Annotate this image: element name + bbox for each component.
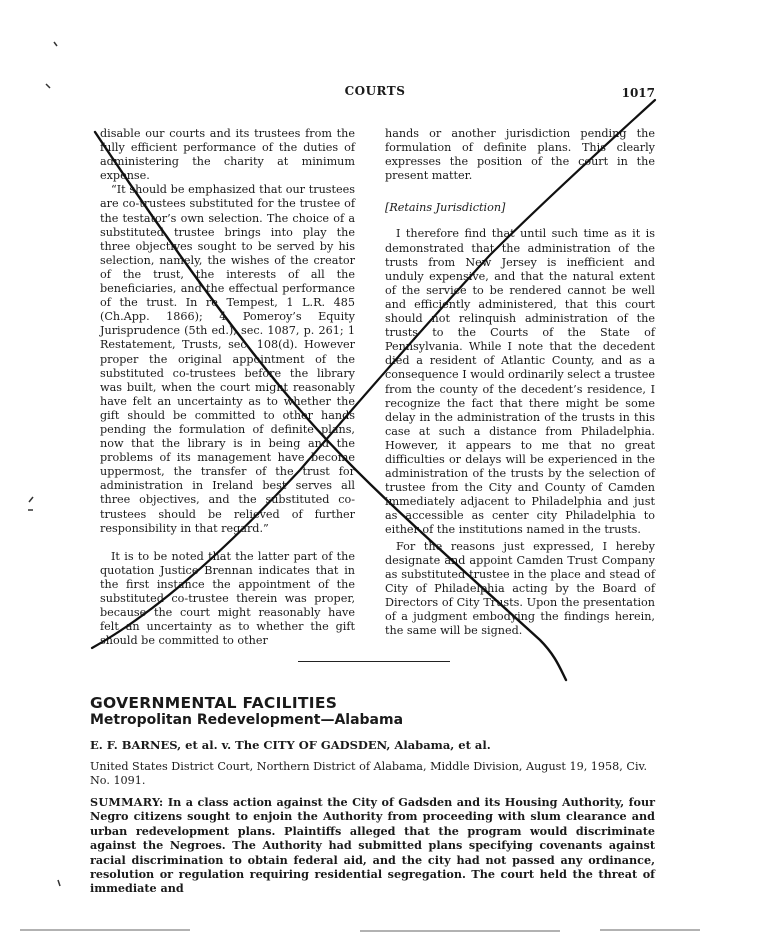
left-paragraph-3: It is to be noted that the latter part of the quotation Justice Brennan indicates that in the first instance the appointment of the substituted co-trustee therein was proper, because the court might reasonably have felt an uncertainty as to whether the gift should be committed to other xyxy=(100,549,355,648)
section-divider xyxy=(298,661,450,662)
summary xyxy=(90,795,655,896)
summary-text: In a class action against the City of Gadsden and its Housing Authority, four Negro citizens sought to enjoin the Authority from proceeding with slum clearance and urban redevelopment plans. Plaintiffs alleged that the program would discriminate against the Negroes. The Authority had submitted plans specifying covenants against racial discrimination to obtain federal aid, and the city had not passed any ordinance, resolution or regulation requiring residential segregation. The court held the threat of immediate and xyxy=(90,795,655,896)
scan-edge-bottom xyxy=(20,930,700,931)
summary-label: SUMMARY: xyxy=(90,795,164,809)
section-title: GOVERNMENTAL FACILITIES xyxy=(90,694,338,712)
case-name: E. F. BARNES, et al. v. The CITY OF GADSDEN, Alabama, et al. xyxy=(90,738,491,752)
left-paragraph-1: disable our courts and its trustees from the fully efficient performance of the duties of administering the charity at minimum expense. xyxy=(100,127,355,183)
subheading-retains-jurisdiction: [Retains Jurisdiction] xyxy=(385,201,506,215)
stray-mark-bottom xyxy=(58,880,60,886)
section-subtitle: Metropolitan Redevelopment—Alabama xyxy=(90,712,404,728)
page-number: 1017 xyxy=(621,86,655,100)
right-paragraph-3: For the reasons just expressed, I hereby designate and appoint Camden Trust Company as substituted trustee in the place and stead of City of Philadelphia acting by the Board of Directors of City Trusts. Upon the presentation of a judgment embodying the findings herein, the same will be signed. xyxy=(385,539,655,638)
stray-mark-margin xyxy=(28,497,33,510)
court-info: United States District Court, Northern District of Alabama, Middle Division, August 19, 1958, Civ. No. 1091. xyxy=(90,760,648,787)
left-column xyxy=(100,127,355,648)
right-paragraph-2: I therefore find that until such time as it is demonstrated that the administration of the trusts from New Jersey is inefficient and unduly expensive, and that the natural extent of the service to be rendered cannot be well and efficiently administered, that this court should not relinquish administration of the trusts to the Courts of the State of Pennsylvania. While I note that the decedent died a resident of Atlantic County, and as a consequence I would ordinarily select a trustee from the county of the decedent’s residence, I recognize the fact that there might be some delay in the administration of the trusts in this case at such a distance from Philadelphia. However, it appears to me that no great difficulties or delays will be experienced in the administration of the trusts by the selection of trustee from the City and County of Camden immediately adjacent to Philadelphia and just as accessible as center city Philadelphia to either of the institutions named in the trusts. xyxy=(385,227,655,537)
stray-mark-top xyxy=(54,42,57,46)
right-column xyxy=(385,127,655,638)
right-paragraph-1: hands or another jurisdiction pending the formulation of definite plans. This clearly expresses the position of the court in the present matter. xyxy=(385,127,655,183)
running-header-title: COURTS xyxy=(344,84,406,98)
left-paragraph-2: “It should be emphasized that our trustees are co-trustees substituted for the trustee of the testator’s own selection. The choice of a substituted trustee brings into play the three objectives sought to be served by his selection, namely, the wishes of the creator of the trust, the interests of all the beneficiaries, and the effectual performance of the trust. In re Tempest, 1 L.R. 485 (Ch.App. 1866); 4 Pomeroy’s Equity Jurisprudence (5th ed.), sec. 1087, p. 261; 1 Restatement, Trusts, sec. 108(d). However proper the original appointment of the substituted co-trustees before the library was built, when the court might reasonably have felt an uncertainty as to whether the gift should be committed to other hands pending the formulation of definite plans, now that the library is in being and the problems of its management have become uppermost, the transfer of the trust for administration in Ireland best serves all three objectives, and the substituted co-trustees should be relieved of further responsibility in that regard.” xyxy=(100,183,355,535)
stray-mark-left xyxy=(46,84,50,88)
